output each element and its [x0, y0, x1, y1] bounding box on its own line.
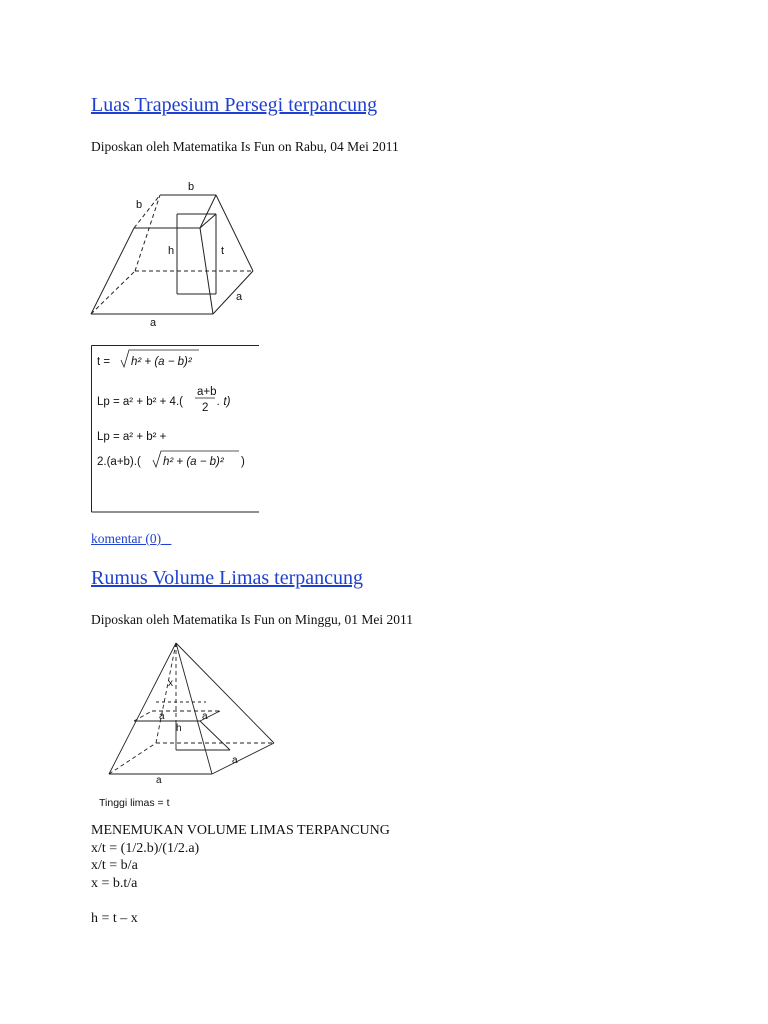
formula-line4-expr: h² + (a − b)²: [163, 456, 224, 468]
body-line: x/t = (1/2.b)/(1/2.a): [91, 840, 200, 856]
edge: [176, 643, 212, 774]
edge: [91, 228, 134, 314]
label-x: x: [168, 678, 173, 689]
comment-link-tail: _: [164, 531, 172, 546]
edge: [200, 195, 216, 228]
label-a-bottom: a: [156, 775, 162, 786]
edge-hidden: [109, 743, 156, 774]
formula-line3: Lp = a² + b² +: [97, 431, 167, 443]
edge-hidden: [156, 643, 176, 743]
edge-hidden: [134, 711, 152, 721]
edge: [176, 643, 274, 743]
post-body-2: [91, 822, 390, 927]
label-a-bottom: a: [150, 317, 157, 328]
edge: [213, 271, 253, 314]
formula-line2-num: a+b: [197, 386, 217, 398]
label-h: h: [176, 723, 182, 734]
body-line: MENEMUKAN VOLUME LIMAS TERPANCUNG: [91, 823, 390, 838]
post-meta-1: Diposkan oleh Matematika Is Fun on Rabu, 04 Mei 2011: [91, 139, 399, 154]
body-line: [91, 892, 390, 910]
label-a-right: a: [232, 755, 238, 766]
formula-line4-tail: ): [241, 456, 245, 468]
label-a-right: a: [236, 291, 243, 303]
label-a-inner: a: [159, 711, 165, 722]
label-b-side: b: [136, 199, 143, 211]
formula-line4-prefix: 2.(a+b).(: [97, 456, 141, 468]
formula-line2: Lp = a² + b² + 4.(: [97, 396, 183, 408]
formula-line2-tail: . t): [217, 396, 231, 408]
edge: [200, 214, 216, 228]
frustum-square-figure: [88, 178, 258, 328]
formula-box: [91, 345, 261, 513]
formula-line2-den: 2: [202, 402, 209, 414]
post-title-1[interactable]: Luas Trapesium Persegi terpancung: [91, 94, 378, 116]
label-a-inner-right: a: [202, 711, 208, 722]
figure-caption: Tinggi limas = t: [99, 797, 170, 809]
formula-line1-expr: h² + (a − b)²: [131, 356, 192, 368]
edge: [212, 743, 274, 774]
body-line: x = b.t/a: [91, 875, 138, 891]
body-line: x/t = b/a: [91, 858, 138, 873]
body-line: h = t – x: [91, 910, 138, 926]
edge: [109, 643, 176, 774]
label-h: h: [168, 245, 175, 257]
formula-line1-prefix: t =: [97, 356, 111, 368]
post-meta-2: Diposkan oleh Matematika Is Fun on Minggu, 01 Mei 2011: [91, 612, 413, 627]
comment-link[interactable]: komentar (0) _: [91, 531, 172, 546]
frustum-pyramid-figure: [96, 640, 286, 815]
post-title-2[interactable]: Rumus Volume Limas terpancung: [91, 567, 364, 589]
edge: [216, 195, 253, 271]
label-b-top: b: [188, 181, 195, 193]
label-t: t: [221, 245, 225, 257]
edge-hidden: [91, 271, 135, 314]
